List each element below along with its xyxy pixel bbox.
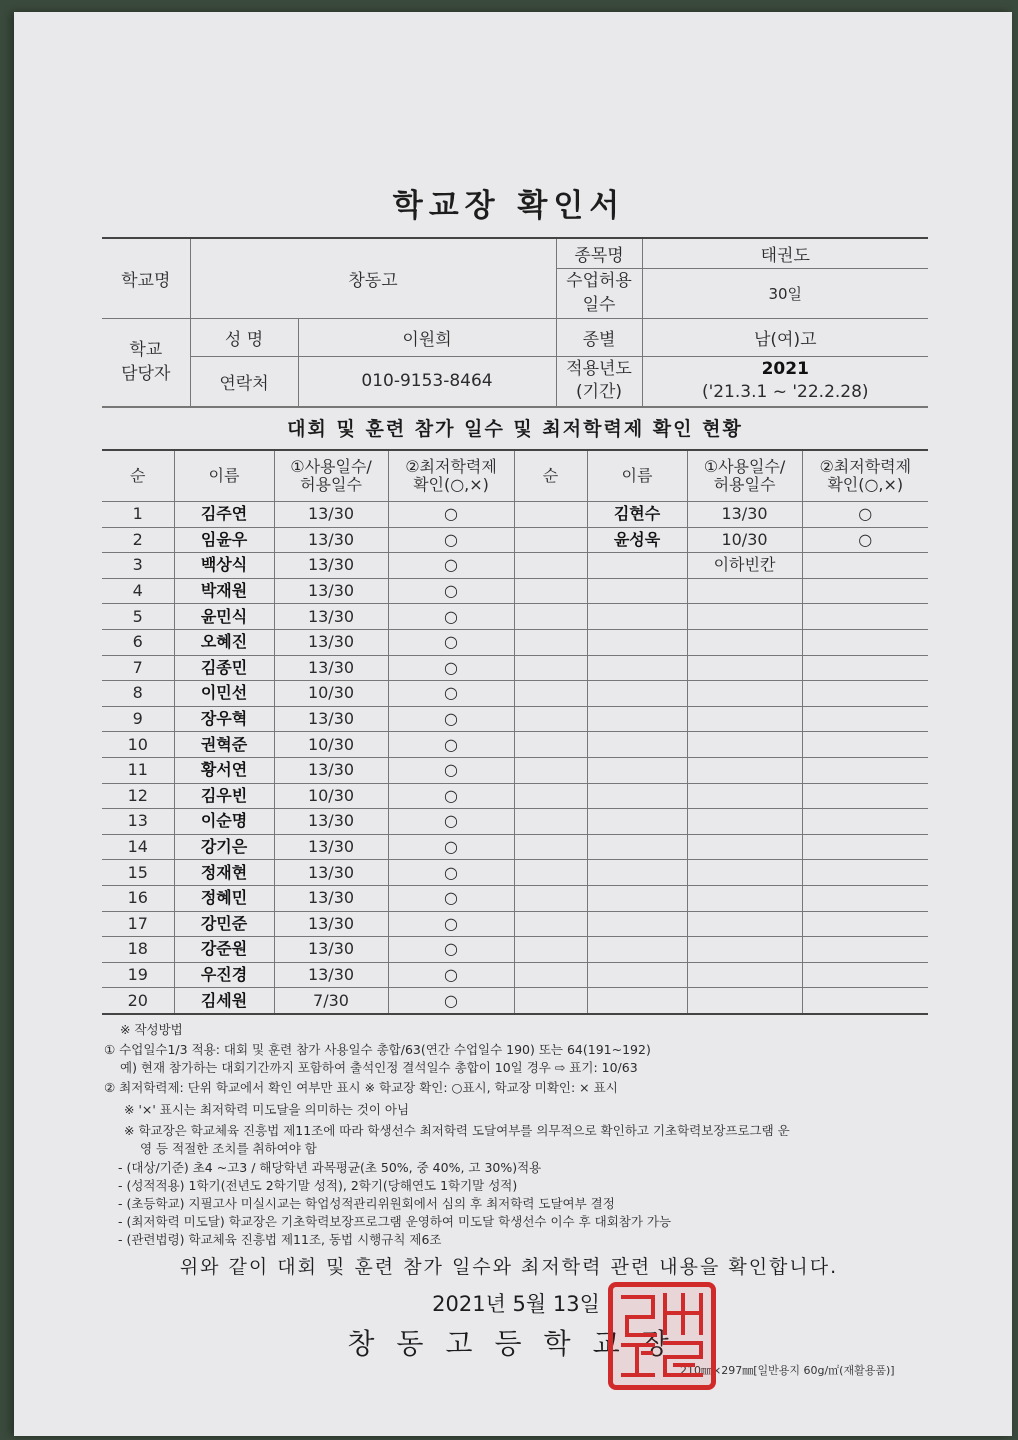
- days-used: 13/30: [274, 834, 388, 860]
- days-used-right: [687, 578, 802, 604]
- days-used-right: [687, 885, 802, 911]
- academic-check-right: [802, 681, 928, 707]
- year-label: 적용년도 (기간): [556, 356, 642, 406]
- row-number: 7: [102, 655, 174, 681]
- academic-check: ○: [388, 834, 514, 860]
- principal-signature: 창동고등학교장: [347, 1327, 691, 1360]
- days-used: 13/30: [274, 604, 388, 630]
- row-number: 3: [102, 553, 174, 579]
- note-line: 예) 현재 참가하는 대회기간까지 포함하여 출석인정 결석일수 총합이 10일 경우 ⇨ 표기: 10/63: [120, 1060, 638, 1075]
- student-name-right: [587, 578, 687, 604]
- table-header-row: [102, 450, 928, 502]
- academic-check-right: [802, 962, 928, 988]
- table-row: [102, 809, 928, 835]
- student-name: 김주연: [174, 502, 274, 528]
- days-used: 13/30: [274, 937, 388, 963]
- days-used: 13/30: [274, 757, 388, 783]
- academic-check: ○: [388, 783, 514, 809]
- academic-check-right: ○: [802, 502, 928, 528]
- row-number: 18: [102, 937, 174, 963]
- school-label: 학교명: [102, 238, 190, 318]
- academic-check: ○: [388, 809, 514, 835]
- academic-check-right: [802, 988, 928, 1014]
- name-value: 이원희: [298, 318, 556, 356]
- name-label: 성 명: [190, 318, 298, 356]
- table-row: [102, 578, 928, 604]
- issue-date: 2021년 5월 13일: [432, 1292, 600, 1316]
- days-used-right: [687, 834, 802, 860]
- academic-check: ○: [388, 629, 514, 655]
- student-name-right: [587, 732, 687, 758]
- student-name: 황서연: [174, 757, 274, 783]
- academic-check: ○: [388, 578, 514, 604]
- header-days: ①사용일수/ 허용일수: [274, 450, 388, 502]
- row-number: 11: [102, 757, 174, 783]
- student-name-right: [587, 681, 687, 707]
- table-row: [102, 629, 928, 655]
- student-name-right: [587, 629, 687, 655]
- student-name-right: [587, 783, 687, 809]
- student-name: 강민준: [174, 911, 274, 937]
- academic-check: ○: [388, 757, 514, 783]
- student-name: 권혁준: [174, 732, 274, 758]
- header-name: 이름: [174, 450, 274, 502]
- student-name: 강준원: [174, 937, 274, 963]
- student-name-right: [587, 757, 687, 783]
- row-number-right: [514, 809, 587, 835]
- row-number-right: [514, 527, 587, 553]
- note-line: ※ '×' 표시는 최저학력 미도달을 의미하는 것이 아님: [124, 1102, 410, 1117]
- student-name: 윤민식: [174, 604, 274, 630]
- row-number-right: [514, 911, 587, 937]
- row-number: 14: [102, 834, 174, 860]
- student-name: 김종민: [174, 655, 274, 681]
- days-used: 13/30: [274, 911, 388, 937]
- student-name-right: [587, 809, 687, 835]
- days-used-right: [687, 962, 802, 988]
- year-cell: [642, 356, 928, 406]
- academic-check: ○: [388, 885, 514, 911]
- days-used: 13/30: [274, 578, 388, 604]
- allowed-days-value: 30일: [642, 268, 928, 318]
- days-used-right: [687, 937, 802, 963]
- academic-check-right: ○: [802, 527, 928, 553]
- academic-check-right: [802, 706, 928, 732]
- row-number-right: [514, 783, 587, 809]
- table-row: [102, 655, 928, 681]
- header-check-right: ②최저학력제 확인(○,×): [802, 450, 928, 502]
- days-used: 13/30: [274, 629, 388, 655]
- note-line: 영 등 적절한 조치를 취하여야 함: [140, 1141, 317, 1156]
- staff-label: 학교 담당자: [102, 318, 190, 406]
- days-used-right: [687, 757, 802, 783]
- row-number-right: [514, 885, 587, 911]
- header-days-right: ①사용일수/ 허용일수: [687, 450, 802, 502]
- academic-check-right: [802, 911, 928, 937]
- row-number: 15: [102, 860, 174, 886]
- student-name-right: [587, 911, 687, 937]
- row-number-right: [514, 553, 587, 579]
- academic-check: ○: [388, 962, 514, 988]
- days-used: 10/30: [274, 732, 388, 758]
- academic-check-right: [802, 757, 928, 783]
- academic-check-right: [802, 783, 928, 809]
- participation-table: [102, 449, 928, 1015]
- academic-check: ○: [388, 502, 514, 528]
- period-value: ('21.3.1 ~ '22.2.28): [701, 382, 869, 402]
- academic-check: ○: [388, 732, 514, 758]
- sport-value: 태권도: [642, 238, 928, 268]
- table-row: [102, 502, 928, 528]
- student-name: 이민선: [174, 681, 274, 707]
- table-row: [102, 553, 928, 579]
- days-used-right: 10/30: [687, 527, 802, 553]
- confirm-statement: 위와 같이 대회 및 훈련 참가 일수와 최저학력 관련 내용을 확인합니다.: [179, 1256, 839, 1278]
- row-number: 9: [102, 706, 174, 732]
- days-used: 7/30: [274, 988, 388, 1014]
- table-row: [102, 681, 928, 707]
- official-seal-icon: [608, 1282, 716, 1390]
- student-name-right: [587, 860, 687, 886]
- academic-check: ○: [388, 911, 514, 937]
- days-used-right: [687, 783, 802, 809]
- table-row: [102, 885, 928, 911]
- days-used-right: 13/30: [687, 502, 802, 528]
- days-used-right: 이하빈칸: [687, 553, 802, 579]
- academic-check: ○: [388, 681, 514, 707]
- student-name-right: [587, 962, 687, 988]
- academic-check-right: [802, 578, 928, 604]
- table-row: [102, 911, 928, 937]
- days-used-right: [687, 988, 802, 1014]
- table-row: [102, 527, 928, 553]
- row-number-right: [514, 937, 587, 963]
- student-name: 김세원: [174, 988, 274, 1014]
- row-number-right: [514, 732, 587, 758]
- days-used: 13/30: [274, 527, 388, 553]
- row-number: 5: [102, 604, 174, 630]
- student-name: 오혜진: [174, 629, 274, 655]
- student-name: 강기은: [174, 834, 274, 860]
- academic-check-right: [802, 860, 928, 886]
- academic-check: ○: [388, 553, 514, 579]
- document-title: 학교장 확인서: [392, 188, 626, 224]
- note-line: ① 수업일수1/3 적용: 대회 및 훈련 참가 사용일수 총합/63(연간 수업일수 190) 또는 64(191~192): [104, 1042, 651, 1057]
- header-name-right: 이름: [587, 450, 687, 502]
- note-line: - (관련법령) 학교체육 진흥법 제11조, 동법 시행규칙 제6조: [118, 1232, 442, 1247]
- info-table: [102, 237, 928, 407]
- student-name: 백상식: [174, 553, 274, 579]
- student-name-right: [587, 988, 687, 1014]
- student-name-right: [587, 553, 687, 579]
- allowed-days-label: 수업허용 일수: [556, 268, 642, 318]
- row-number: 13: [102, 809, 174, 835]
- note-line: - (성적적용) 1학기(전년도 2학기말 성적), 2학기(당해연도 1학기말 성적): [118, 1178, 518, 1193]
- academic-check-right: [802, 885, 928, 911]
- student-name: 정혜민: [174, 885, 274, 911]
- table-row: [102, 604, 928, 630]
- days-used: 13/30: [274, 706, 388, 732]
- note-line: ② 최저학력제: 단위 학교에서 확인 여부만 표시 ※ 학교장 확인: ○표시, 학교장 미확인: × 표시: [104, 1080, 618, 1095]
- table-row: [102, 937, 928, 963]
- row-number: 8: [102, 681, 174, 707]
- school-value: 창동고: [190, 238, 556, 318]
- sport-label: 종목명: [556, 238, 642, 268]
- days-used-right: [687, 706, 802, 732]
- student-name-right: [587, 604, 687, 630]
- row-number: 1: [102, 502, 174, 528]
- student-name: 장우혁: [174, 706, 274, 732]
- days-used-right: [687, 809, 802, 835]
- note-line: ※ 작성방법: [120, 1022, 183, 1037]
- row-number-right: [514, 757, 587, 783]
- academic-check: ○: [388, 604, 514, 630]
- academic-check: ○: [388, 527, 514, 553]
- student-name-right: [587, 834, 687, 860]
- row-number-right: [514, 681, 587, 707]
- row-number-right: [514, 834, 587, 860]
- student-name: 박재원: [174, 578, 274, 604]
- row-number: 2: [102, 527, 174, 553]
- row-number: 16: [102, 885, 174, 911]
- row-number: 19: [102, 962, 174, 988]
- days-used-right: [687, 655, 802, 681]
- days-used: 13/30: [274, 860, 388, 886]
- student-name-right: [587, 706, 687, 732]
- student-name-right: [587, 937, 687, 963]
- row-number: 4: [102, 578, 174, 604]
- row-number-right: [514, 860, 587, 886]
- academic-check: ○: [388, 860, 514, 886]
- note-line: - (대상/기준) 초4 ~고3 / 해당학년 과목평균(초 50%, 중 40%, 고 30%)적용: [118, 1160, 542, 1175]
- academic-check: ○: [388, 937, 514, 963]
- table-row: [102, 783, 928, 809]
- gender-value: 남(여)고: [642, 318, 928, 356]
- days-used: 13/30: [274, 655, 388, 681]
- student-name: 임윤우: [174, 527, 274, 553]
- row-number: 10: [102, 732, 174, 758]
- days-used-right: [687, 860, 802, 886]
- days-used-right: [687, 732, 802, 758]
- academic-check-right: [802, 553, 928, 579]
- academic-check-right: [802, 809, 928, 835]
- paper-spec: 210㎜×297㎜[일반용지 60g/㎡(재활용품)]: [680, 1364, 895, 1377]
- days-used-right: [687, 629, 802, 655]
- table-subtitle: 대회 및 훈련 참가 일수 및 최저학력제 확인 현황: [102, 407, 928, 450]
- academic-check-right: [802, 604, 928, 630]
- row-number-right: [514, 706, 587, 732]
- row-number-right: [514, 604, 587, 630]
- days-used: 13/30: [274, 502, 388, 528]
- student-name-right: [587, 885, 687, 911]
- row-number-right: [514, 629, 587, 655]
- row-number-right: [514, 655, 587, 681]
- table-row: [102, 962, 928, 988]
- student-name: 정재현: [174, 860, 274, 886]
- header-no-right: 순: [514, 450, 587, 502]
- year-value: 2021: [761, 359, 809, 379]
- days-used: 13/30: [274, 553, 388, 579]
- academic-check-right: [802, 834, 928, 860]
- table-row: [102, 834, 928, 860]
- header-no: 순: [102, 450, 174, 502]
- table-row: [102, 860, 928, 886]
- row-number-right: [514, 502, 587, 528]
- row-number-right: [514, 578, 587, 604]
- note-line: ※ 학교장은 학교체육 진흥법 제11조에 따라 학생선수 최저학력 도달여부를 의무적으로 확인하고 기초학력보장프로그램 운: [124, 1123, 790, 1138]
- note-line: - (초등학교) 지필고사 미실시교는 학업성적관리위원회에서 심의 후 최저학력 도달여부 결정: [118, 1196, 615, 1211]
- days-used: 13/30: [274, 885, 388, 911]
- days-used-right: [687, 604, 802, 630]
- table-row: [102, 757, 928, 783]
- row-number: 20: [102, 988, 174, 1014]
- academic-check-right: [802, 937, 928, 963]
- contact-value: 010-9153-8464: [298, 356, 556, 406]
- academic-check: ○: [388, 655, 514, 681]
- row-number-right: [514, 962, 587, 988]
- row-number: 6: [102, 629, 174, 655]
- academic-check-right: [802, 655, 928, 681]
- student-name-right: 윤성욱: [587, 527, 687, 553]
- header-check: ②최저학력제 확인(○,×): [388, 450, 514, 502]
- days-used-right: [687, 911, 802, 937]
- days-used: 10/30: [274, 783, 388, 809]
- table-row: [102, 732, 928, 758]
- row-number: 12: [102, 783, 174, 809]
- days-used-right: [687, 681, 802, 707]
- student-name: 김우빈: [174, 783, 274, 809]
- academic-check: ○: [388, 706, 514, 732]
- table-row: [102, 706, 928, 732]
- gender-label: 종별: [556, 318, 642, 356]
- days-used: 13/30: [274, 962, 388, 988]
- table-row: [102, 988, 928, 1014]
- student-name-right: 김현수: [587, 502, 687, 528]
- days-used: 10/30: [274, 681, 388, 707]
- student-name: 이순명: [174, 809, 274, 835]
- row-number: 17: [102, 911, 174, 937]
- days-used: 13/30: [274, 809, 388, 835]
- academic-check-right: [802, 629, 928, 655]
- student-name: 우진경: [174, 962, 274, 988]
- contact-label: 연락처: [190, 356, 298, 406]
- academic-check: ○: [388, 988, 514, 1014]
- row-number-right: [514, 988, 587, 1014]
- student-name-right: [587, 655, 687, 681]
- note-line: - (최저학력 미도달) 학교장은 기초학력보장프로그램 운영하여 미도달 학생선수 이수 후 대회참가 가능: [118, 1214, 672, 1229]
- academic-check-right: [802, 732, 928, 758]
